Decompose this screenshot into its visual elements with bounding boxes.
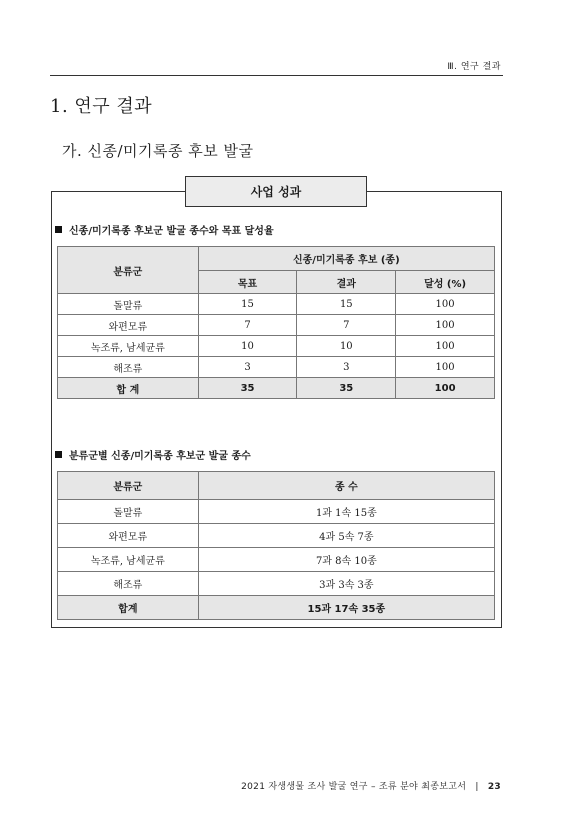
heading-2: 가. 신종/미기록종 후보 발굴	[62, 142, 254, 160]
section-2-title-text: 분류군별 신종/미기록종 후보군 발굴 종수	[69, 451, 251, 462]
target-achievement-table	[57, 246, 495, 399]
table-row	[58, 524, 495, 548]
footer-text: 2021 자생생물 조사 발굴 연구 – 조류 분야 최종보고서	[241, 782, 467, 792]
table-header-row	[58, 472, 495, 500]
footer-separator: |	[475, 782, 479, 792]
table-cell: 3	[297, 357, 396, 378]
col-header-group: 분류군	[58, 247, 199, 294]
table-cell: 돌말류	[58, 294, 199, 315]
table-cell: 100	[396, 294, 495, 315]
table-cell: 해조류	[58, 357, 199, 378]
table-cell: 1과 1속 15종	[198, 500, 494, 524]
page-footer	[241, 779, 501, 792]
table-cell: 3	[198, 357, 297, 378]
table-cell: 100	[396, 378, 495, 399]
table-header-row	[58, 247, 495, 271]
table-row	[58, 572, 495, 596]
table-cell: 4과 5속 7종	[198, 524, 494, 548]
table-cell: 3과 3속 3종	[198, 572, 494, 596]
table-cell: 녹조류, 남세균류	[58, 548, 199, 572]
table-cell: 35	[198, 378, 297, 399]
page-number: 23	[487, 782, 501, 792]
table-row	[58, 357, 495, 378]
table-cell: 와편모류	[58, 524, 199, 548]
col-header-result: 결과	[297, 271, 396, 294]
table-cell: 7과 8속 10종	[198, 548, 494, 572]
section-1-title-text: 신종/미기록종 후보군 발굴 종수와 목표 달성율	[69, 226, 274, 237]
table-cell: 돌말류	[58, 500, 199, 524]
col-header-group: 분류군	[58, 472, 199, 500]
square-bullet-icon	[55, 226, 62, 233]
col-header-candidates: 신종/미기록종 후보 (종)	[198, 247, 494, 271]
table-cell: 15과 17속 35종	[198, 596, 494, 620]
table-cell: 10	[198, 336, 297, 357]
table-cell: 와편모류	[58, 315, 199, 336]
table-cell: 15	[198, 294, 297, 315]
section-2-title	[55, 447, 251, 462]
table-cell: 35	[297, 378, 396, 399]
table-cell: 7	[297, 315, 396, 336]
table-total-row	[58, 378, 495, 399]
table-cell: 100	[396, 357, 495, 378]
header-rule	[50, 75, 503, 76]
table-row	[58, 548, 495, 572]
table-cell: 해조류	[58, 572, 199, 596]
section-1-title	[55, 222, 274, 237]
table-cell: 100	[396, 315, 495, 336]
table-cell: 7	[198, 315, 297, 336]
table-cell: 합 계	[58, 378, 199, 399]
table-row	[58, 315, 495, 336]
col-header-target: 목표	[198, 271, 297, 294]
table-row	[58, 336, 495, 357]
col-header-count: 종 수	[198, 472, 494, 500]
table-row	[58, 500, 495, 524]
table-cell: 100	[396, 336, 495, 357]
square-bullet-icon	[55, 451, 62, 458]
table-cell: 15	[297, 294, 396, 315]
table-cell: 10	[297, 336, 396, 357]
species-count-table	[57, 471, 495, 620]
col-header-rate: 달성 (%)	[396, 271, 495, 294]
table-cell: 녹조류, 남세균류	[58, 336, 199, 357]
table-cell: 합계	[58, 596, 199, 620]
heading-1: 1. 연구 결과	[50, 96, 153, 117]
chapter-header: Ⅲ. 연구 결과	[447, 62, 501, 72]
box-title: 사업 성과	[185, 176, 367, 207]
table-row	[58, 294, 495, 315]
table-total-row	[58, 596, 495, 620]
